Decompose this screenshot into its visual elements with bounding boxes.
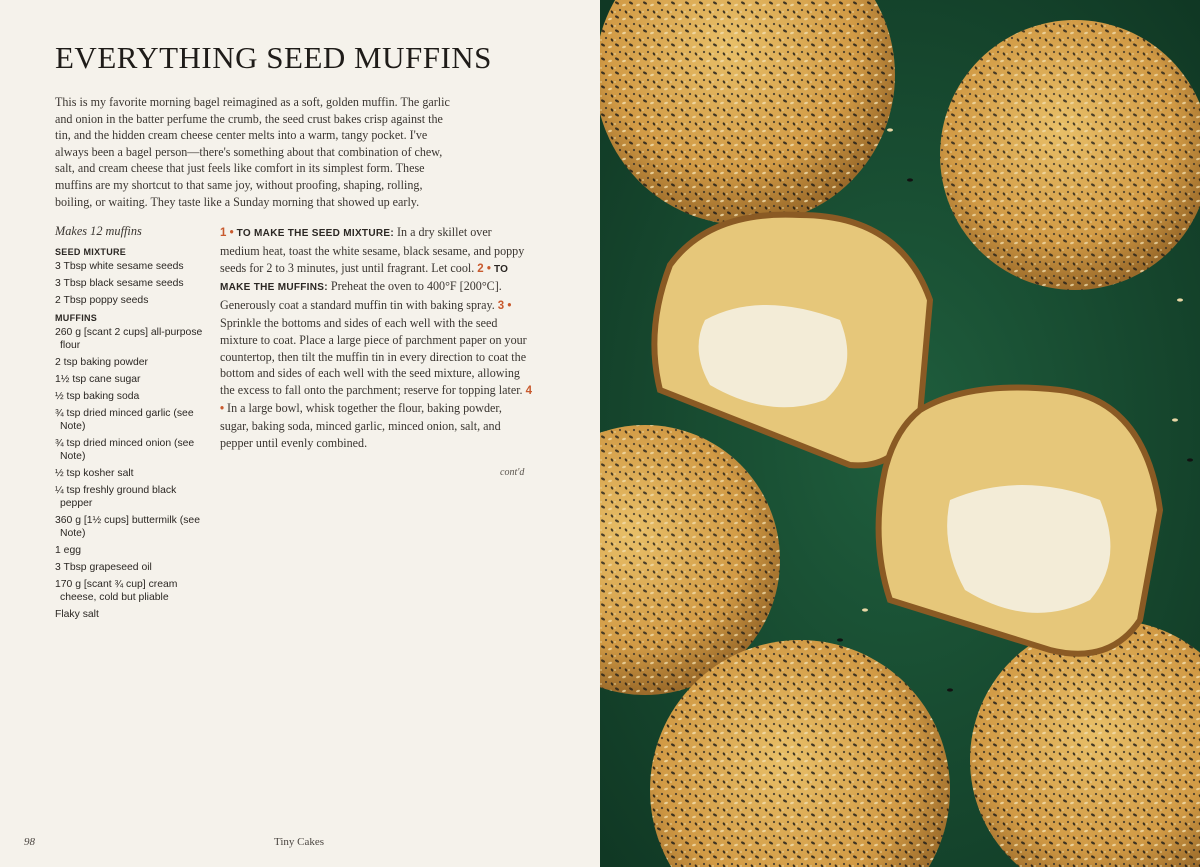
step-number: 1 • xyxy=(220,227,234,239)
ingredient-item: Flaky salt xyxy=(55,609,99,620)
muffin-photo xyxy=(600,0,1200,867)
step-text: In a dry skillet over medium heat, toast the white sesame, black sesame, and poppy seeds for 2 to 3 minutes, just until fragrant. Let cool. xyxy=(220,225,525,275)
step-text: In a large bowl, whisk together the flour, baking powder, sugar, baking soda, minced garlic, minced onion, salt, and pepper until evenly combined. xyxy=(220,400,502,450)
ingredient-item: ¾ tsp dried minced garlic (see Note) xyxy=(55,408,194,432)
page-number: 98 xyxy=(24,836,35,848)
step-heading: TO MAKE THE SEED MIXTURE: xyxy=(236,228,394,239)
step-number: 4 • xyxy=(220,385,533,415)
muffin-photo-illustration xyxy=(600,0,1200,867)
ingredient-item: 2 Tbsp poppy seeds xyxy=(55,295,149,306)
ingredient-item: 2 tsp baking powder xyxy=(55,357,148,368)
step-number: 2 • xyxy=(477,262,491,275)
muffins-list xyxy=(55,326,205,621)
continued-note: cont'd xyxy=(500,467,525,478)
ingredient-item: 3 Tbsp black sesame seeds xyxy=(55,278,184,289)
step-text: Sprinkle the bottoms and sides of each well with the seed mixture to coat. Place a large piece of parchment paper on your countertop, then tilt the muffin tin in every direction to coat the bottom and sides of each well with the seed mixture, allowing the excess to fall onto the parchment; reserve for topping later. xyxy=(220,315,527,398)
ingredient-item: 170 g [scant ¾ cup] cream cheese, cold but pliable xyxy=(55,579,178,603)
recipe-intro: This is my favorite morning bagel reimagined as a soft, golden muffin. The garlic and onion in the batter perfume the crumb, the seed crust bakes crisp against the tin, and the hidden cream cheese center melts into a warm, tangy pocket. I've always been a bagel person—there's something about that combination of chew, salt, and cream cheese that just feels like comfort in its simplest form. These muffins are my shortcut to that same joy, without proofing, shaping, rolling, boiling, or waiting. They taste like a Sunday morning that showed up early. xyxy=(55,95,450,209)
seed-mixture-list xyxy=(55,260,205,307)
step-number: 3 • xyxy=(497,300,512,313)
ingredient-item: ¾ tsp dried minced onion (see Note) xyxy=(55,438,195,462)
ingredient-item: ½ tsp baking soda xyxy=(55,391,140,402)
muffins-heading: MUFFINS xyxy=(55,313,98,323)
ingredient-item: ¼ tsp freshly ground black pepper xyxy=(55,485,177,509)
seed-mixture-heading: SEED MIXTURE xyxy=(55,247,127,257)
ingredient-item: 3 Tbsp white sesame seeds xyxy=(55,261,184,272)
method-text xyxy=(220,224,532,451)
ingredient-item: 3 Tbsp grapeseed oil xyxy=(55,562,152,573)
recipe-yield: Makes 12 muffins xyxy=(55,224,142,238)
ingredient-item: 1 egg xyxy=(55,545,82,556)
recipe-title: EVERYTHING SEED MUFFINS xyxy=(55,40,492,75)
ingredients-column xyxy=(55,224,205,625)
step-text: Preheat the oven to 400°F [200°C]. Generously coat a standard muffin tin with baking spray. xyxy=(220,279,502,313)
step-heading: TO MAKE THE MUFFINS: xyxy=(220,263,509,294)
ingredient-item: ½ tsp kosher salt xyxy=(55,468,134,479)
ingredient-item: 260 g [scant 2 cups] all-purpose flour xyxy=(55,327,203,351)
ingredient-item: 360 g [1½ cups] buttermilk (see Note) xyxy=(55,515,200,539)
muffin-top-right xyxy=(940,20,1200,290)
ingredient-item: 1½ tsp cane sugar xyxy=(55,374,141,385)
running-head: Tiny Cakes xyxy=(274,836,325,848)
